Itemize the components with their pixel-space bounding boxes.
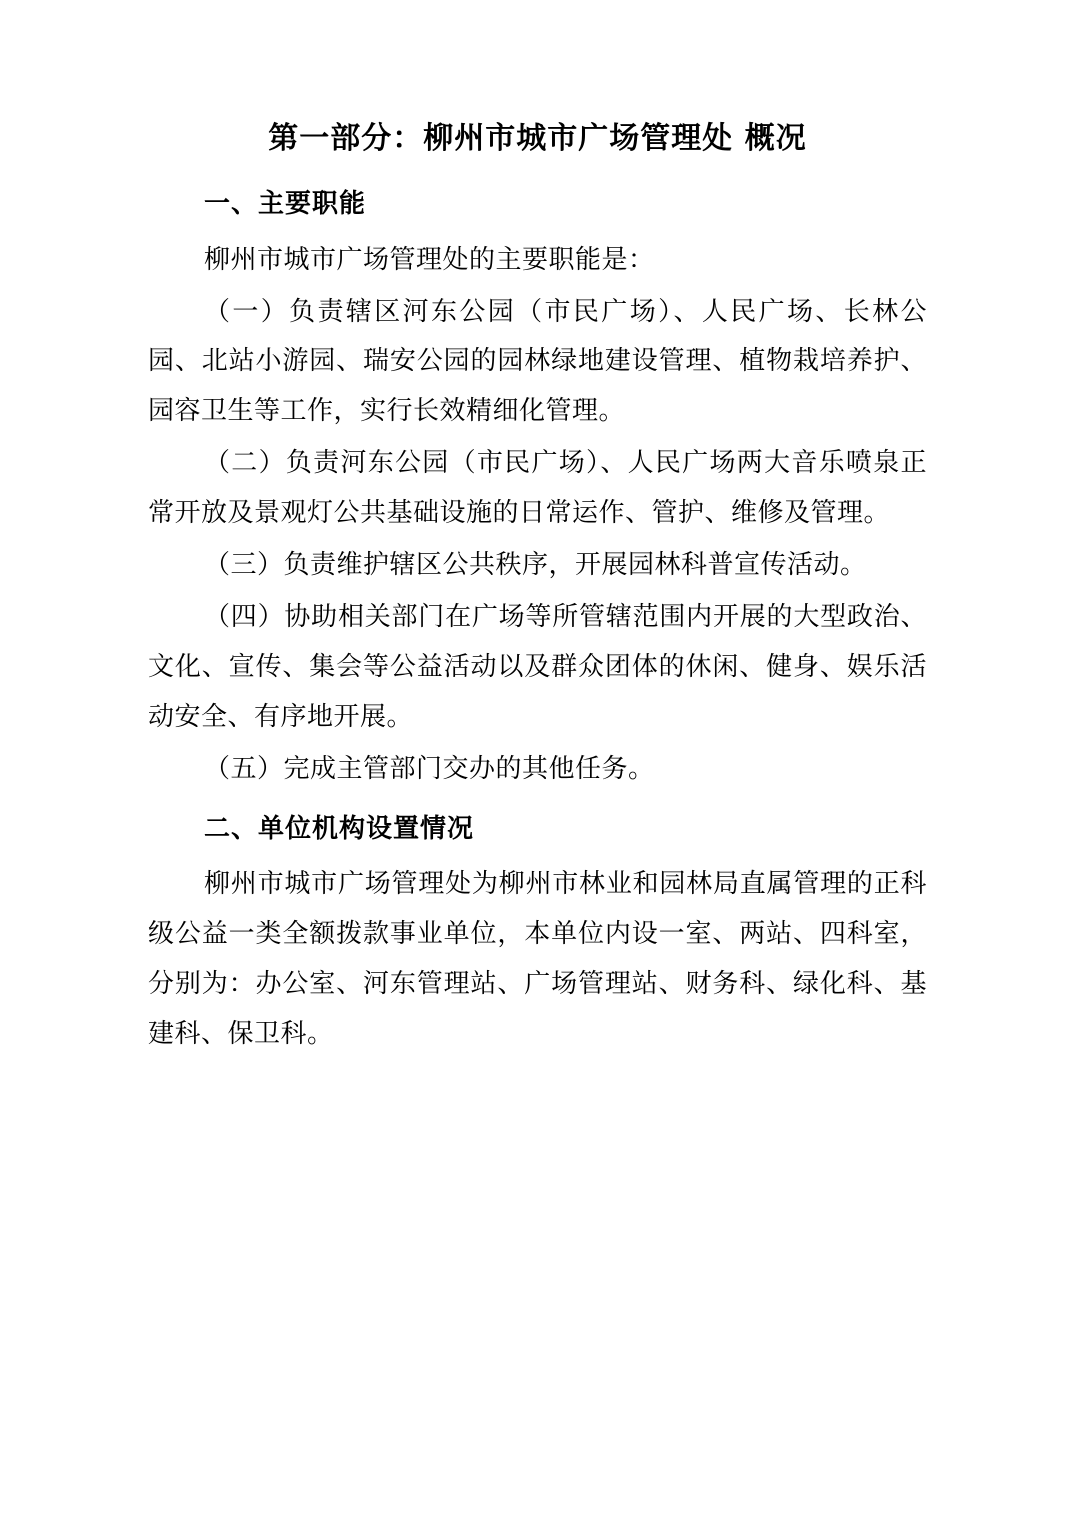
paragraph-duty-1: （一）负责辖区河东公园（市民广场）、人民广场、长林公园、北站小游园、瑞安公园的园林绿地建设管理、植物栽培养护、园容卫生等工作，实行长效精细化管理。 bbox=[148, 296, 927, 427]
paragraph-duty-5: （五）完成主管部门交办的其他任务。 bbox=[204, 753, 655, 784]
paragraph-org-structure: 柳州市城市广场管理处为柳州市林业和园林局直属管理的正科级公益一类全额拨款事业单位，本单位内设一室、两站、四科室，分别为：办公室、河东管理站、广场管理站、财务科、绿化科、基建科、保卫科。 bbox=[148, 869, 927, 1049]
paragraph-duty-3: （三）负责维护辖区公共秩序，开展园林科普宣传活动。 bbox=[204, 550, 867, 581]
page-title: 第一部分：柳州市城市广场管理处 概况 bbox=[268, 121, 807, 156]
paragraph-duty-4: （四）协助相关部门在广场等所管辖范围内开展的大型政治、文化、宣传、集会等公益活动以及群众团体的休闲、健身、娱乐活动安全、有序地开展。 bbox=[148, 601, 927, 732]
section-heading-1: 一、主要职能 bbox=[204, 189, 367, 219]
paragraph-intro: 柳州市城市广场管理处的主要职能是： bbox=[204, 244, 655, 275]
section-heading-2: 二、单位机构设置情况 bbox=[204, 813, 475, 844]
paragraph-duty-2: （二）负责河东公园（市民广场）、人民广场两大音乐喷泉正常开放及景观灯公共基础设施的日常运作、管护、维修及管理。 bbox=[148, 448, 927, 529]
